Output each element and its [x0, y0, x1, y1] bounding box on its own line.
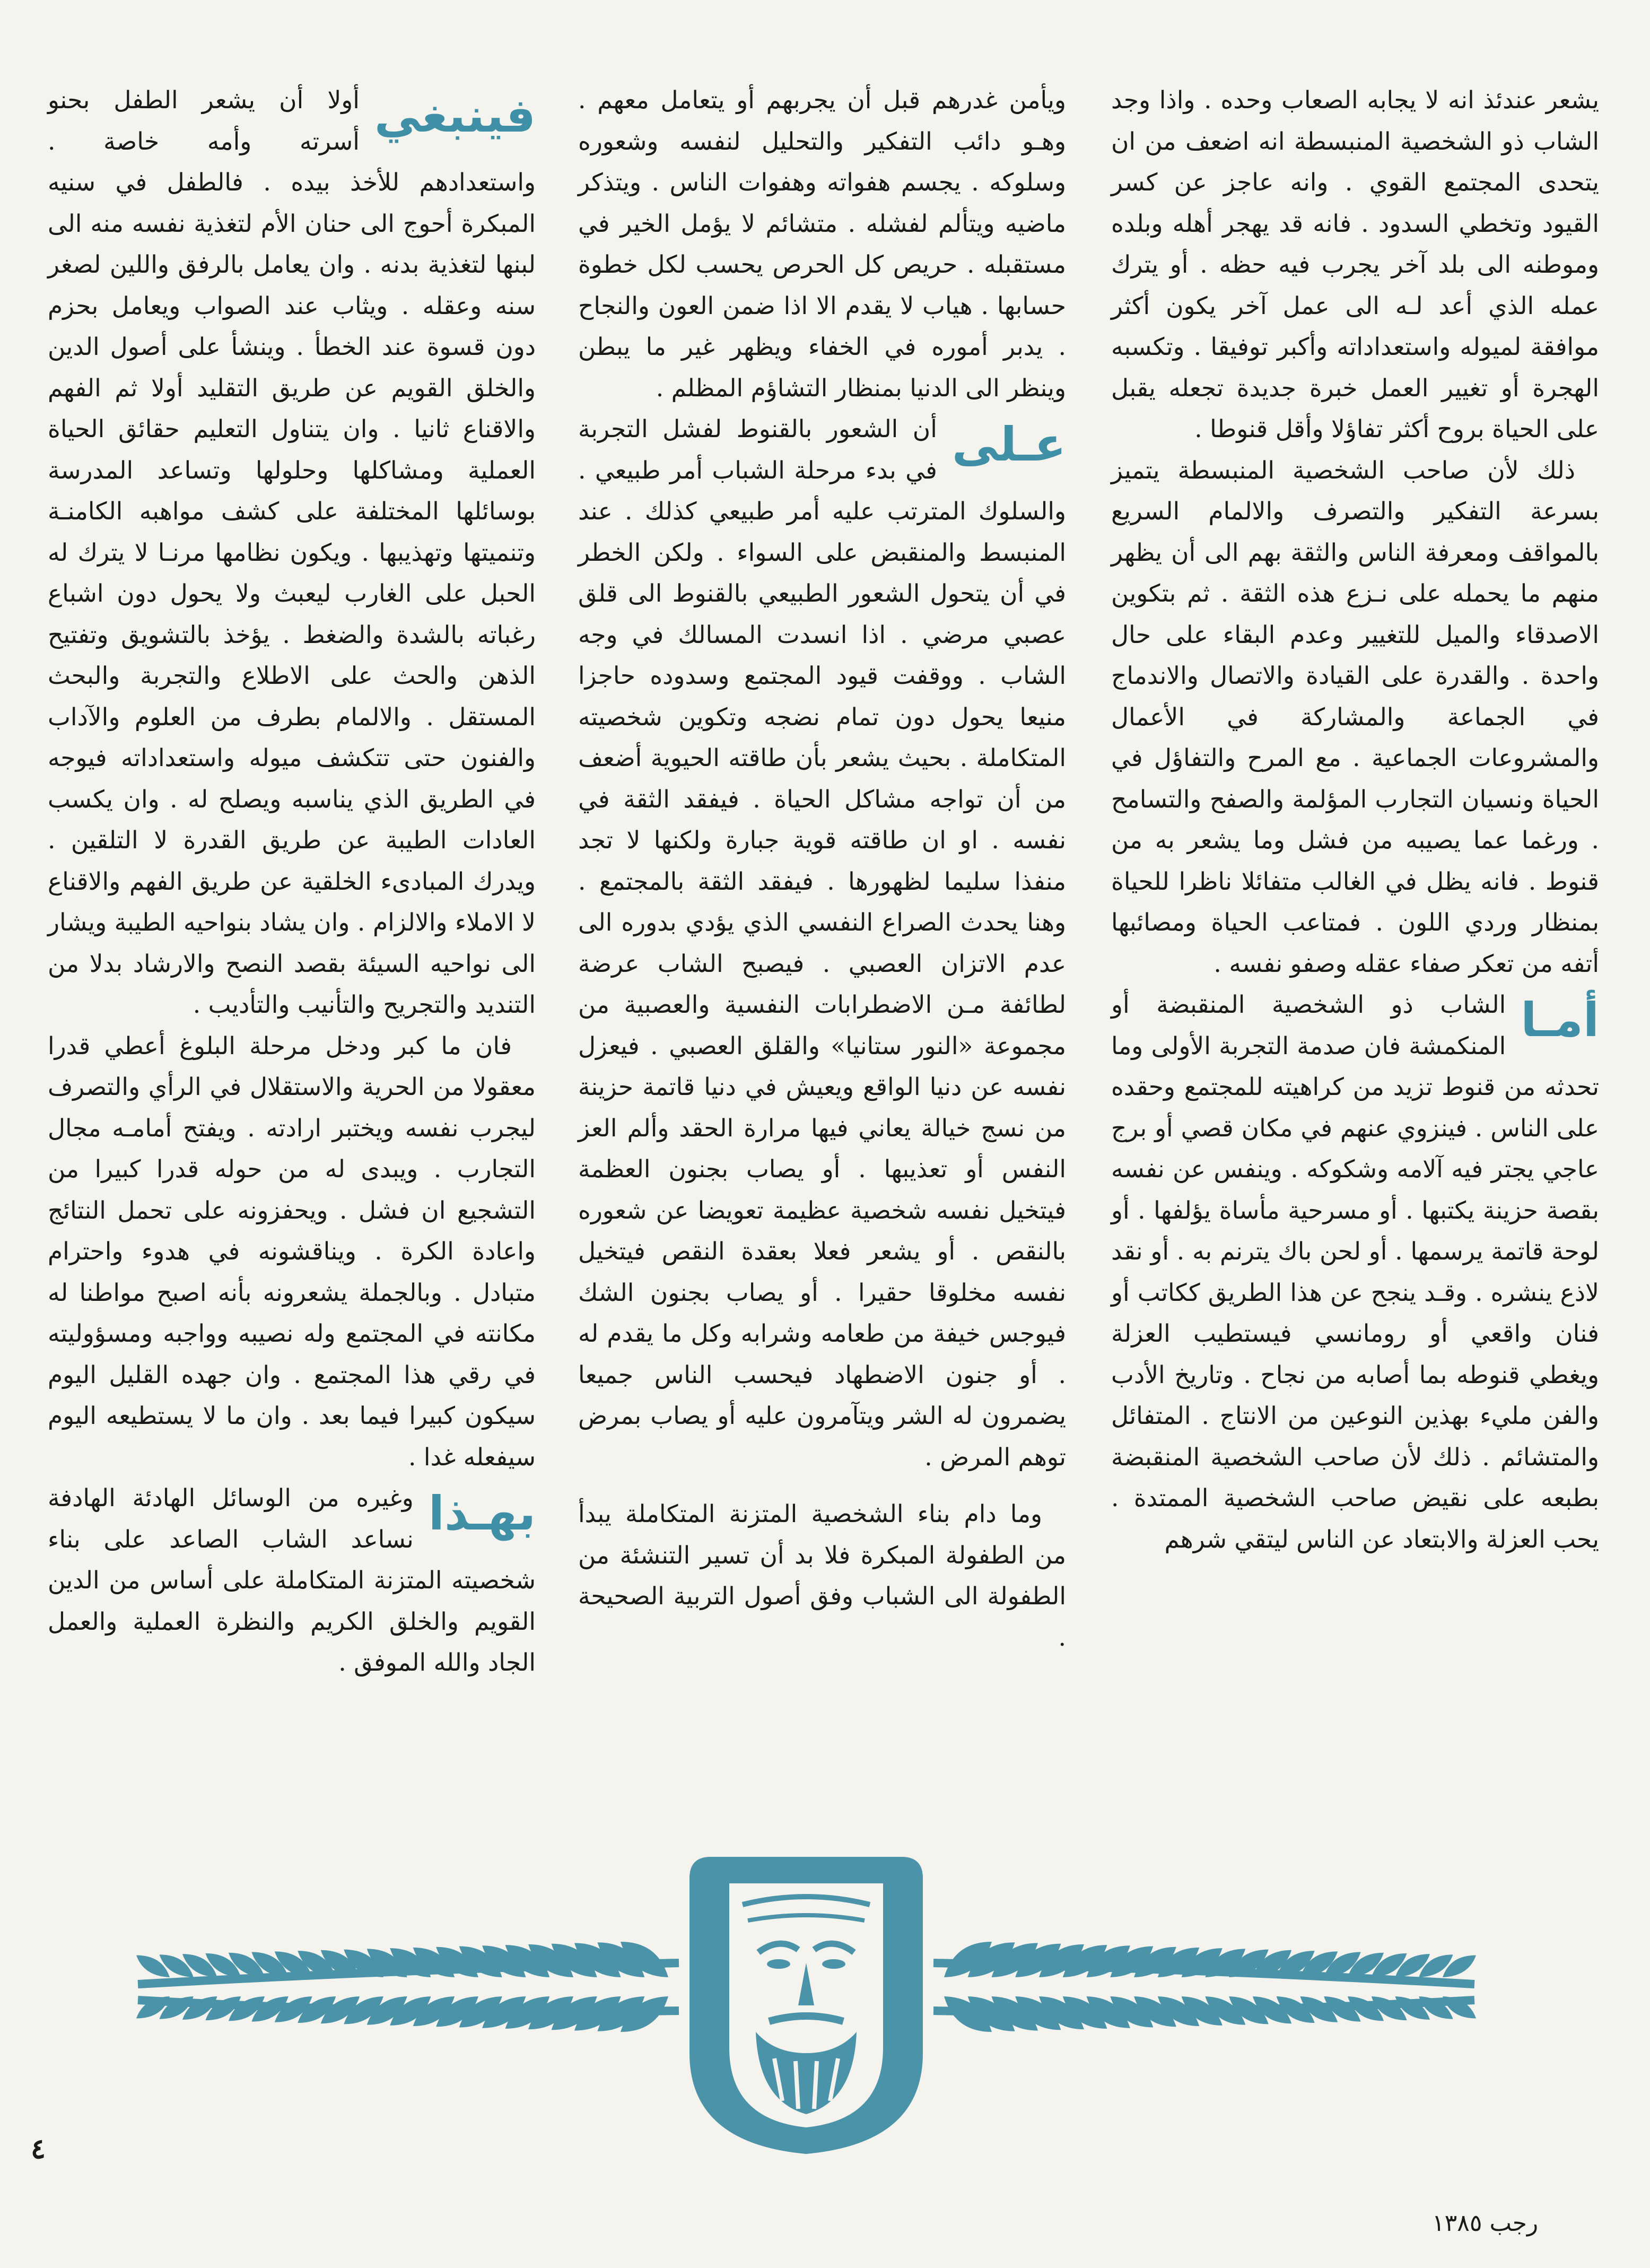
- paragraph-text: أن الشعور بالقنوط لفشل التجربة في بدء مرحلة الشباب أمر طبيعي . والسلوك المترتب عليه أمر طبيعي كذلك . عند المنبسط والمنقبض على السواء . ولكن الخطر في أن يتحول الشعور الطبيعي بالقنوط الى قلق عصبي مرضي . اذا انسدت المسالك في وجه الشاب . ووقفت قيود المجتمع وسدوده حاجزا منيعا يحول دون تمام نضجه وتكوين شخصيته المتكاملة . بحيث يشعر بأن طاقته الحيوية أضعف من أن تواجه مشاكل الحياة . فيفقد الثقة في نفسه . او ان طاقته قوية جبارة ولكنها لا تجد منفذا سليما لظهورها . فيفقد الثقة بالمجتمع . وهنا يحدث الصراع النفسي الذي يؤدي بدوره الى عدم الاتزان العصبي . فيصبح الشاب عرضة لطائفة مـن الاضطرابات النفسية والعصبية من مجموعة «النور ستانيا» والقلق العصبي . فيعزل نفسه عن دنيا الواقع ويعيش في دنيا قاتمة حزينة من نسج خيالة يعاني فيها مرارة الحقد وألم العز النفس أو تعذيبها . أو يصاب بجنون العظمة فيتخيل نفسه شخصية عظيمة تعويضا عن شعوره بالنقص . أو يشعر فعلا بعقدة النقص فيتخيل نفسه مخلوقا حقيرا . أو يصاب بجنون الشك فيوجس خيفة من طعامه وشرابه وكل ما يقدم له . أو جنون الاضطهاد فيحسب الناس جميعا يضمرون له الشر ويتآمرون عليه أو يصاب بمرض توهم المرض .: [578, 415, 1066, 1471]
- paragraph: فان ما كبر ودخل مرحلة البلوغ أعطي قدرا معقولا من الحرية والاستقلال في الرأي والتصرف ليجرب نفسه ويختبر ارادته . ويفتح أمامـه مجال التجارب . ويبدى له من حوله قدرا كبيرا من التشجيع ان فشل . ويحفزونه على تحمل النتائج واعادة الكرة . ويناقشونه في هدوء واحترام متبادل . وبالجملة يشعرونه بأنه اصبح مواطنا له مكانته في المجتمع وله نصيبه وواجبه ومسؤوليته في رقي هذا المجتمع . وان جهده القليل اليوم سيكون كبيرا فيما بعد . وان ما لا يستطيعه اليوم سيفعله غدا .: [48, 1031, 536, 1471]
- drop-word: بهـذا: [428, 1486, 536, 1541]
- drop-word: أمـا: [1521, 993, 1599, 1047]
- issue-date: رجب ١٣٨٥: [1432, 2210, 1539, 2237]
- laurel-face-emblem-icon: [106, 1825, 1506, 2165]
- bearded-face-medallion: [689, 1857, 923, 2154]
- paragraph-with-drop-word: [1111, 984, 1599, 1560]
- paragraph-with-drop-word: [578, 409, 1066, 1478]
- drop-word: فينبغي: [374, 88, 536, 143]
- drop-word: عـلى: [951, 417, 1066, 472]
- paragraph: وما دام بناء الشخصية المتزنة المتكاملة يبدأ من الطفولة المبكرة فلا بد أن تسير التنشئة من الطفولة الى الشباب وفق أصول التربية الصحيحة .: [578, 1500, 1066, 1652]
- paragraph-text: الشاب ذو الشخصية المنقبضة أو المنكمشة فان صدمة التجربة الأولى وما تحدثه من قنوط تزيد من كراهيته للمجتمع وحقده على الناس . فينزوي عنهم في مكان قصي أو برج عاجي يجتر فيه آلامه وشكوكه . وينفس عن نفسه بقصة حزينة يكتبها . أو مسرحية مأساة يؤلفها . أو لوحة قاتمة يرسمها . أو لحن باك يترنم به . أو نقد لاذع ينشره . وقـد ينجح عن هذا الطريق ككاتب أو فنان واقعي أو رومانسي فيستطيب العزلة ويغطي قنوطه بما أصابه من نجاح . وتاريخ الأدب والفن مليء بهذين النوعين من الانتاج . المتفائل والمتشائم . ذلك لأن صاحب الشخصية المنقبضة بطبعه على نقيض صاحب الشخصية الممتدة . يحب العزلة والابتعاد عن الناس ليتقي شرهم: [1111, 990, 1599, 1553]
- paragraph-with-drop-word: [48, 80, 536, 1026]
- paragraph-text: وغيره من الوسائل الهادئة الهادفة نساعد الشاب الصاعد على بناء شخصيته المتزنة المتكاملة على أساس من الدين القويم والخلق الكريم والنظرة العملية والعمل الجاد والله الموفق .: [48, 1484, 536, 1676]
- laurel-branch-right: [933, 1942, 1476, 2032]
- article-column-middle: [578, 80, 1066, 1658]
- paragraph-with-drop-word: [48, 1478, 536, 1683]
- paragraph: ويأمن غدرهم قبل أن يجربهم أو يتعامل معهم . وهـو دائب التفكير والتحليل لنفسه وشعوره وسلوكه . يجسم هفواته وهفوات الناس . ويتذكر ماضيه ويتألم لفشله . متشائم لا يؤمل الخير في مستقبله . حريص كل الحرص يحسب لكل خطوة حسابها . هياب لا يقدم الا اذا ضمن العون والنجاح . يدبر أموره في الخفاء ويظهر غير ما يبطن وينظر الى الدنيا بمنظار التشاؤم المظلم .: [578, 86, 1066, 402]
- article-column-left: [48, 80, 536, 1683]
- page-number: ٤: [31, 2133, 46, 2165]
- paragraph: يشعر عندئذ انه لا يجابه الصعاب وحده . واذا وجد الشاب ذو الشخصية المنبسطة انه اضعف من ان يتحدى المجتمع القوي . وانه عاجز عن كسر القيود وتخطي السدود . فانه قد يهجر أهله وبلده وموطنه الى بلد آخر يجرب فيه حظه . أو يترك عمله الذي أعد لـه الى عمل آخر يكون أكثر موافقة لميوله واستعداداته وأكبر توفيقا . وتكسبه الهجرة أو تغيير العمل خبرة جديدة تجعله يقبل على الحياة بروح أكثر تفاؤلا وأقل قنوطا .: [1111, 86, 1599, 443]
- paragraph-text: أولا أن يشعر الطفل بحنو أسرته وأمه خاصة . واستعدادهم للأخذ بيده . فالطفل في سنيه المبكرة أحوج الى حنان الأم لتغذية نفسه منه الى لبنها لتغذية بدنه . وان يعامل بالرفق واللين لصغر سنه وعقله . ويثاب عند الصواب ويعامل بحزم دون قسوة عند الخطأ . وينشأ على أصول الدين والخلق القويم عن طريق التقليد أولا ثم الفهم والاقناع ثانيا . وان يتناول التعليم حقائق الحياة العملية ومشاكلها وحلولها وتساعد المدرسة بوسائلها المختلفة على كشف مواهبه الكامنـة وتنميتها وتهذيبها . ويكون نظامها مرنـا لا يترك له الحبل على الغارب ليعبث ولا يحول دون اشباع رغباته بالشدة والضغط . يؤخذ بالتشويق وتفتيح الذهن والحث على الاطلاع والتجربة والبحث المستقل . والالمام بطرف من العلوم والآداب والفنون حتى تتكشف ميوله واستعداداته فيوجه في الطريق الذي يناسبه ويصلح له . وان يكسب العادات الطيبة عن طريق القدرة لا التلقين . ويدرك المبادىء الخلقية عن طريق الفهم والاقناع لا الاملاء والالزام . وان يشاد بنواحيه الطيبة ويشار الى نواحيه السيئة بقصد النصح والارشاد بدلا من التنديد والتجريح والتأنيب والتأديب .: [48, 86, 536, 1019]
- paragraph: ذلك لأن صاحب الشخصية المنبسطة يتميز بسرعة التفكير والتصرف والالمام السريع بالمواقف ومعرفة الناس والثقة بهم الى أن يظهر منهم ما يحمله على نـزع هذه الثقة . ثم بتكوين الاصدقاء والميل للتغيير وعدم البقاء على حال واحدة . والقدرة على القيادة والاتصال والاندماج في الجماعة والمشاركة في الأعمال والمشروعات الجماعية . مع المرح والتفاؤل في الحياة ونسيان التجارب المؤلمة والصفح والتسامح . ورغما عما يصيبه من فشل وما يشعر به من قنوط . فانه يظل في الغالب متفائلا ناظرا للحياة بمنظار وردي اللون . فمتاعب الحياة ومصائبها أتفه من تعكر صفاء عقله وصفو نفسه .: [1111, 456, 1599, 978]
- laurel-branch-left: [136, 1942, 679, 2032]
- article-column-right: [1111, 80, 1599, 1560]
